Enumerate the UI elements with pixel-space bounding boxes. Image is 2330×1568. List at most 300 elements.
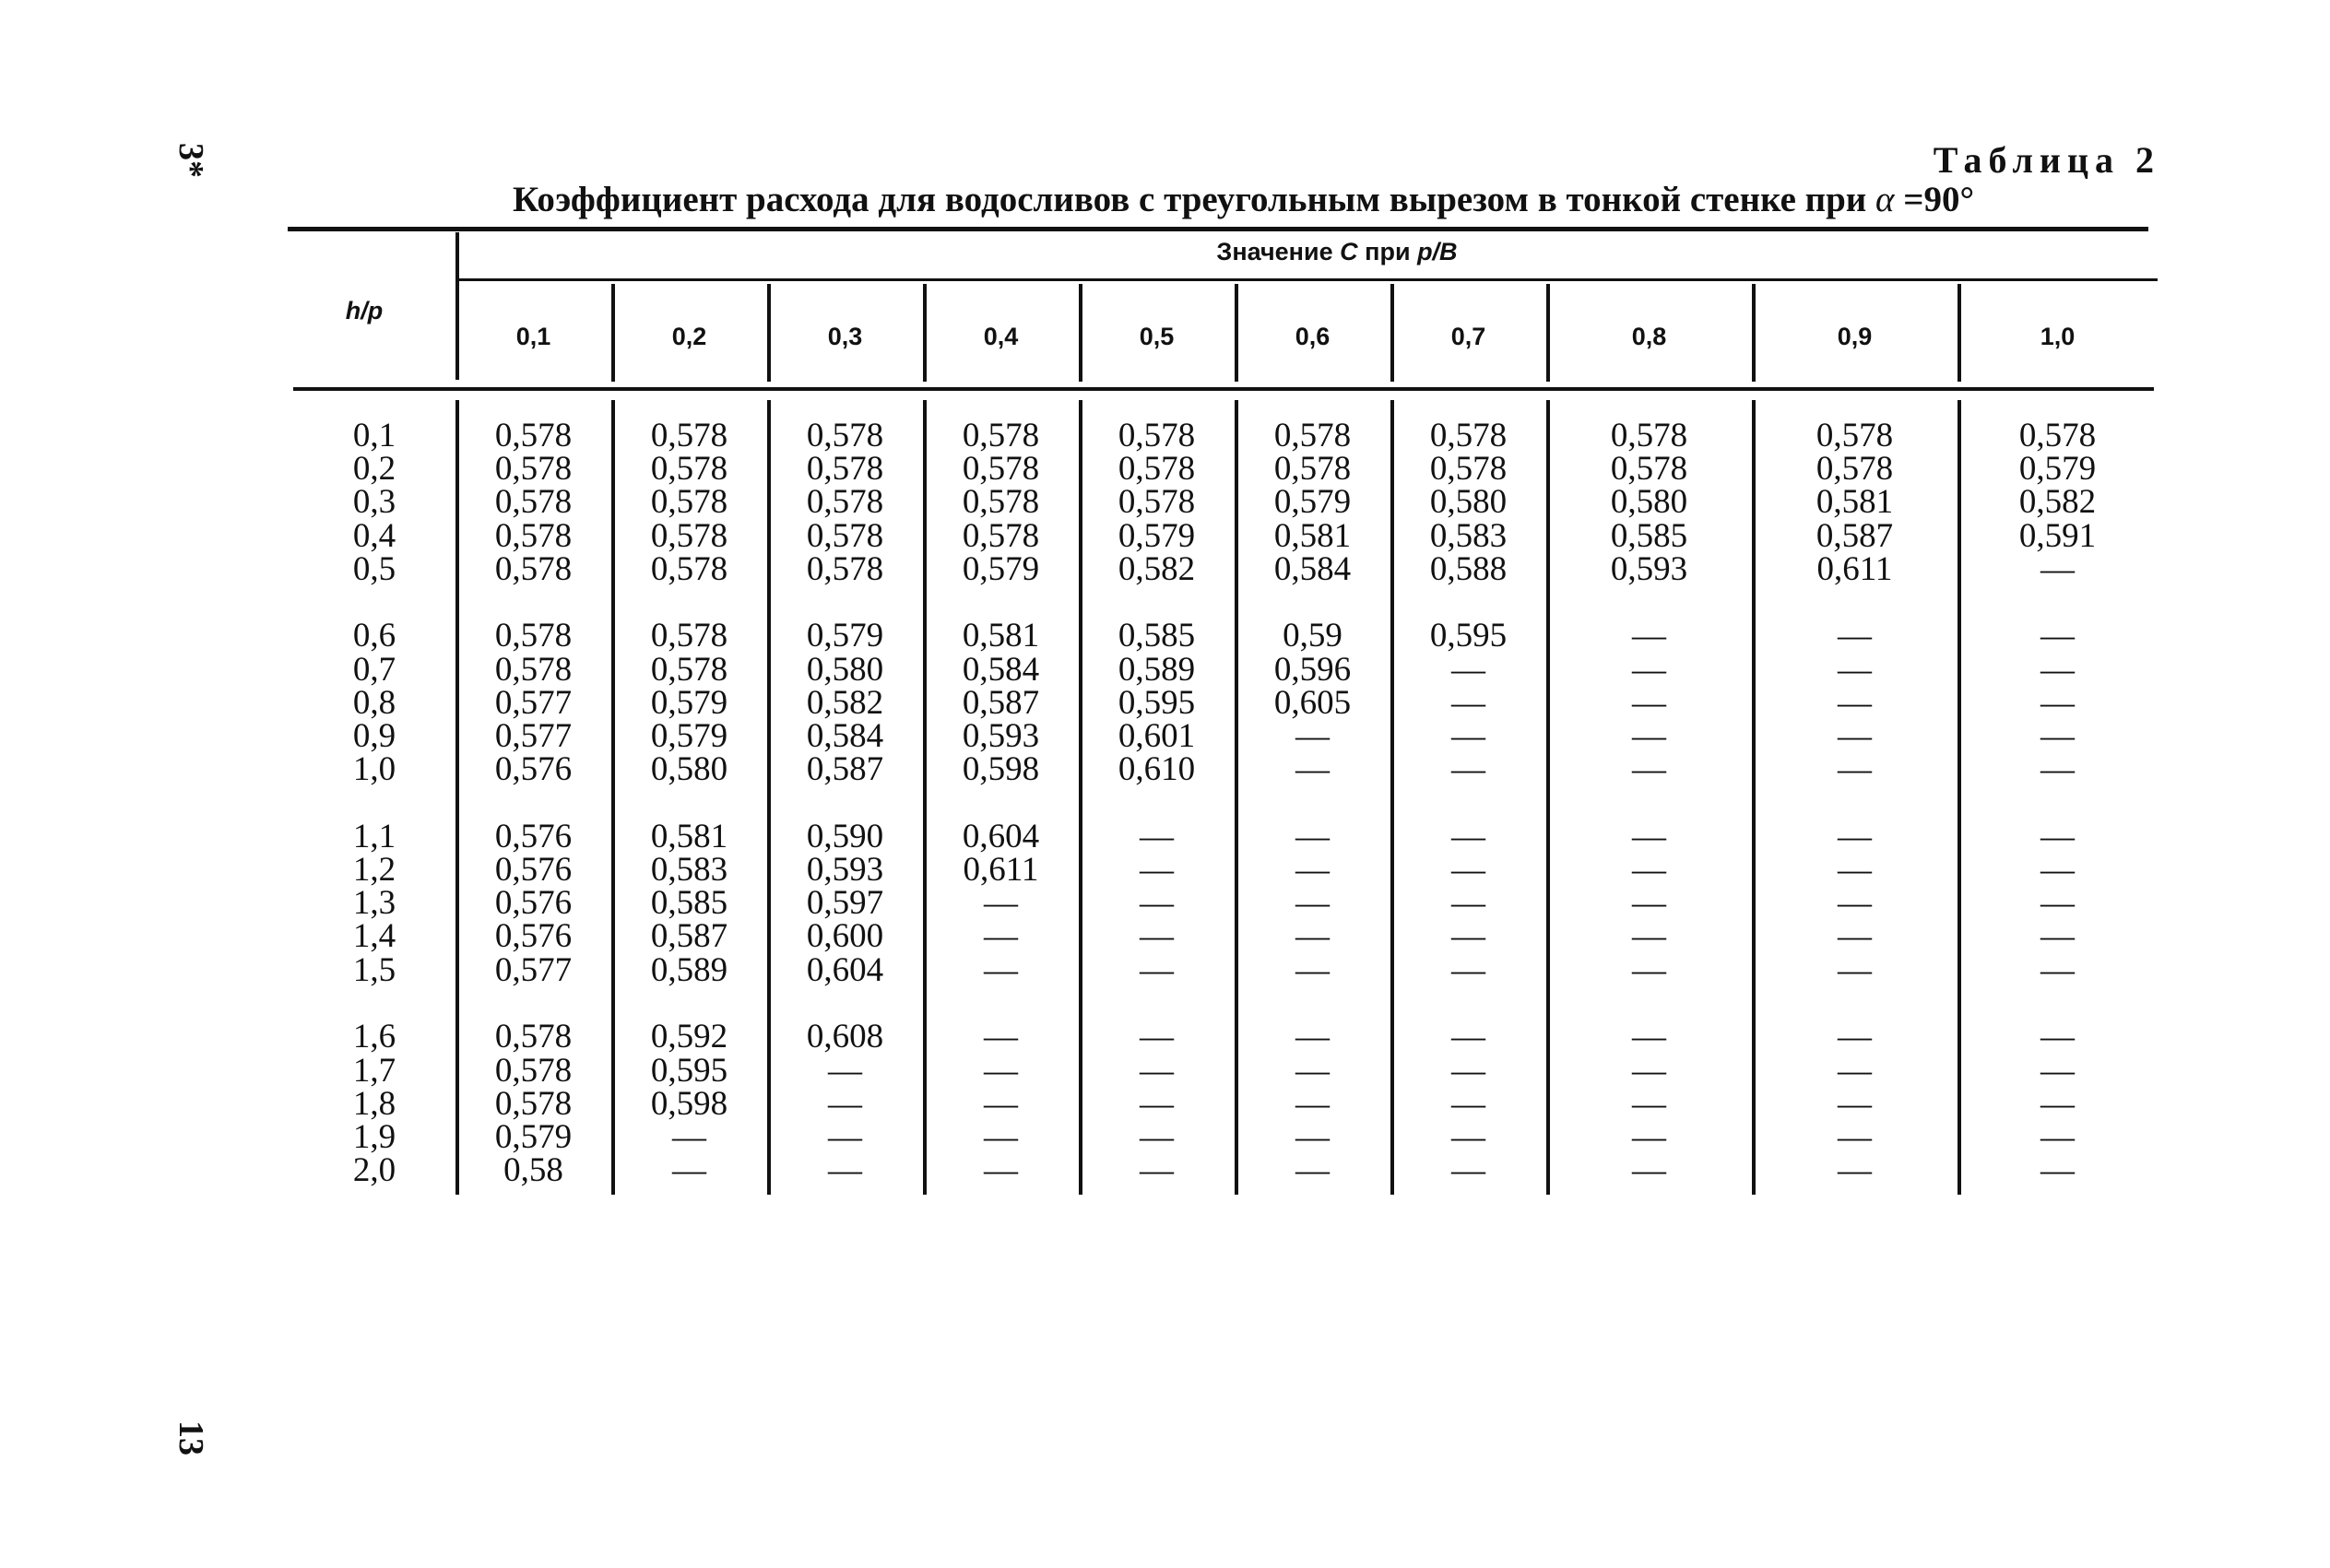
- row-group-gap: [930, 586, 1071, 620]
- table-cell: 0,584: [962, 650, 1040, 689]
- table-cell: —: [828, 1084, 862, 1123]
- table-cell: —: [2040, 717, 2075, 755]
- value-column: [463, 417, 604, 1190]
- table-cell: 0,578: [494, 617, 573, 655]
- row-label: 0,9: [352, 717, 396, 755]
- row-group-gap: [775, 586, 916, 620]
- table-cell: 0,596: [1273, 650, 1352, 689]
- table-cell: —: [672, 1117, 706, 1156]
- table-cell: —: [1632, 1117, 1666, 1156]
- table-cell: 0,578: [1816, 417, 1894, 454]
- row-group-gap: [619, 987, 760, 1021]
- table-cell: 0,584: [806, 717, 884, 755]
- row-label: 1,1: [352, 817, 396, 855]
- table-cell: 0,578: [806, 516, 884, 555]
- column-header: 0,9: [1837, 323, 1873, 350]
- table-cell: —: [1140, 851, 1174, 890]
- table-cell: —: [828, 1151, 862, 1190]
- body-column-divider: [1546, 400, 1550, 1195]
- table-cell: —: [828, 1117, 862, 1156]
- table-cell: —: [1632, 717, 1666, 755]
- table-cell: —: [984, 1051, 1018, 1090]
- row-group-gap: [619, 586, 760, 620]
- column-header: 0,8: [1631, 323, 1667, 350]
- table-cell: —: [2040, 1151, 2075, 1190]
- body-column-divider: [1957, 400, 1961, 1195]
- table-cell: —: [2040, 750, 2075, 789]
- column-header: 0,4: [983, 323, 1019, 350]
- row-label: 0,8: [352, 683, 396, 722]
- table-cell: 0,578: [1118, 450, 1196, 489]
- table-cell: 0,58: [503, 1151, 563, 1190]
- row-header-label: h/p: [345, 297, 384, 324]
- table-cell: 0,584: [1273, 549, 1352, 588]
- table-cell: —: [2040, 1018, 2075, 1056]
- page-number: 13: [171, 1421, 210, 1456]
- table-cell: 0,579: [494, 1117, 573, 1156]
- row-group-gap: [328, 586, 420, 620]
- table-cell: 0,585: [650, 884, 728, 923]
- table-cell: 0,587: [806, 750, 884, 789]
- row-group-gap: [930, 987, 1071, 1021]
- row-group-gap: [1242, 987, 1383, 1021]
- table-cell: 0,578: [650, 549, 728, 588]
- table-cell: —: [1838, 1084, 1872, 1123]
- table-cell: 0,578: [650, 483, 728, 522]
- table-cell: —: [1632, 650, 1666, 689]
- row-label: 1,6: [352, 1018, 396, 1056]
- row-group-gap: [1398, 987, 1539, 1021]
- row-group-gap: [1965, 586, 2150, 620]
- table-cell: —: [1451, 1151, 1485, 1190]
- table-cell: 0,593: [806, 851, 884, 890]
- table-cell: —: [1295, 884, 1330, 923]
- table-cell: 0,578: [650, 417, 728, 454]
- table-cell: —: [984, 950, 1018, 989]
- group-header-mid: при: [1365, 238, 1411, 265]
- table-cell: —: [1632, 1051, 1666, 1090]
- header-column-divider: [455, 232, 459, 380]
- table-cell: —: [1838, 650, 1872, 689]
- body-column-divider: [767, 400, 771, 1195]
- table-cell: 0,578: [962, 483, 1040, 522]
- row-label: 1,4: [352, 917, 396, 956]
- table-cell: 0,578: [650, 516, 728, 555]
- table-cell: —: [2040, 1117, 2075, 1156]
- table-cell: 0,578: [806, 450, 884, 489]
- table-cell: —: [1451, 851, 1485, 890]
- row-group-gap: [1554, 786, 1745, 820]
- table-cell: —: [1451, 1018, 1485, 1056]
- table-cell: —: [1632, 1018, 1666, 1056]
- table-cell: —: [1838, 717, 1872, 755]
- table-cell: 0,581: [650, 817, 728, 855]
- row-group-gap: [1398, 786, 1539, 820]
- value-column: [1398, 417, 1539, 1190]
- table-cell: —: [1295, 1051, 1330, 1090]
- table-cell: —: [1451, 950, 1485, 989]
- table-cell: —: [2040, 1051, 2075, 1090]
- table-cell: —: [984, 1018, 1018, 1056]
- value-column: [1759, 417, 1950, 1190]
- column-header: 0,7: [1450, 323, 1486, 350]
- value-column: [1086, 417, 1227, 1190]
- row-label: 1,5: [352, 950, 396, 989]
- table-cell: —: [1838, 950, 1872, 989]
- table-cell: 0,604: [806, 950, 884, 989]
- row-group-gap: [1086, 786, 1227, 820]
- table-cell: 0,578: [1273, 417, 1352, 454]
- table-cell: 0,579: [1273, 483, 1352, 522]
- table-cell: 0,578: [650, 450, 728, 489]
- body-column-divider: [1235, 400, 1238, 1195]
- table-title-text: Коэффициент расхода для водосливов с треугольным вырезом в тонкой стенке при: [513, 180, 1867, 219]
- row-group-gap: [1242, 786, 1383, 820]
- table-cell: —: [984, 917, 1018, 956]
- table-cell: 0,578: [1118, 483, 1196, 522]
- row-group-gap: [1398, 586, 1539, 620]
- table-cell: 0,578: [494, 516, 573, 555]
- table-cell: —: [1451, 683, 1485, 722]
- body-column-divider: [1752, 400, 1756, 1195]
- row-group-gap: [619, 786, 760, 820]
- body-column-divider: [1079, 400, 1082, 1195]
- table-cell: —: [1140, 1018, 1174, 1056]
- table-cell: —: [1451, 750, 1485, 789]
- table-cell: 0,577: [494, 717, 573, 755]
- table-cell: 0,578: [494, 1018, 573, 1056]
- table-cell: 0,578: [1429, 450, 1508, 489]
- table-cell: 0,578: [650, 617, 728, 655]
- table-cell: 0,610: [1118, 750, 1196, 789]
- table-cell: —: [1140, 817, 1174, 855]
- table-cell: —: [1140, 1051, 1174, 1090]
- table-title: [513, 179, 1974, 220]
- table-cell: 0,578: [806, 417, 884, 454]
- table-cell: 0,579: [962, 549, 1040, 588]
- table-cell: —: [1632, 917, 1666, 956]
- table-cell: 0,576: [494, 884, 573, 923]
- row-label: 1,0: [352, 750, 396, 789]
- row-group-gap: [1965, 786, 2150, 820]
- table-cell: —: [1295, 817, 1330, 855]
- table-cell: —: [1140, 884, 1174, 923]
- table-cell: 0,601: [1118, 717, 1196, 755]
- value-column: [619, 417, 760, 1190]
- table-cell: 0,587: [650, 917, 728, 956]
- table-cell: 0,583: [1429, 516, 1508, 555]
- column-header: 0,5: [1139, 323, 1175, 350]
- table-cell: 0,578: [1429, 417, 1508, 454]
- row-label: 1,2: [352, 851, 396, 890]
- row-group-gap: [1554, 987, 1745, 1021]
- table-cell: —: [1140, 950, 1174, 989]
- table-cell: 0,595: [1118, 683, 1196, 722]
- table-cell: —: [1838, 750, 1872, 789]
- table-cell: —: [1632, 617, 1666, 655]
- table-cell: —: [1295, 1151, 1330, 1190]
- table-cell: 0,578: [494, 1084, 573, 1123]
- row-label: 1,3: [352, 884, 396, 923]
- table-cell: —: [828, 1051, 862, 1090]
- table-cell: 0,576: [494, 917, 573, 956]
- table-cell: 0,595: [650, 1051, 728, 1090]
- row-group-gap: [1759, 987, 1950, 1021]
- table-cell: 0,578: [494, 650, 573, 689]
- table-cell: —: [984, 1151, 1018, 1190]
- table-cell: 0,576: [494, 750, 573, 789]
- table-cell: 0,583: [650, 851, 728, 890]
- table-cell: 0,578: [806, 483, 884, 522]
- table-cell: —: [1632, 750, 1666, 789]
- row-group-gap: [1086, 586, 1227, 620]
- table-cell: —: [1295, 851, 1330, 890]
- table-cell: 0,608: [806, 1018, 884, 1056]
- row-label: 0,4: [352, 516, 396, 555]
- value-column: [775, 417, 916, 1190]
- table-cell: 0,590: [806, 817, 884, 855]
- table-cell: 0,585: [1118, 617, 1196, 655]
- table-cell: —: [1632, 1151, 1666, 1190]
- table-cell: —: [1451, 1051, 1485, 1090]
- table-cell: —: [2040, 851, 2075, 890]
- table-cell: 0,605: [1273, 683, 1352, 722]
- row-label: 1,8: [352, 1084, 396, 1123]
- table-cell: —: [1838, 1117, 1872, 1156]
- table-cell: —: [1838, 884, 1872, 923]
- table-cell: —: [2040, 917, 2075, 956]
- table-cell: 0,578: [494, 483, 573, 522]
- column-header: 0,6: [1295, 323, 1331, 350]
- column-header: 1,0: [2040, 323, 2076, 350]
- table-cell: 0,611: [1816, 549, 1893, 588]
- table-cell: —: [1838, 851, 1872, 890]
- row-group-gap: [463, 987, 604, 1021]
- row-group-gap: [1759, 786, 1950, 820]
- table-cell: 0,578: [962, 417, 1040, 454]
- row-label: 0,6: [352, 617, 396, 655]
- table-cell: —: [1140, 1117, 1174, 1156]
- table-cell: 0,580: [806, 650, 884, 689]
- table-cell: 0,587: [1816, 516, 1894, 555]
- table-cell: 0,578: [806, 549, 884, 588]
- table-cell: 0,581: [1816, 483, 1894, 522]
- table-cell: —: [1295, 1084, 1330, 1123]
- table-cell: 0,578: [494, 450, 573, 489]
- table-cell: 0,578: [494, 549, 573, 588]
- table-cell: —: [1632, 683, 1666, 722]
- table-cell: 0,581: [1273, 516, 1352, 555]
- table-cell: —: [1295, 750, 1330, 789]
- row-group-gap: [328, 987, 420, 1021]
- header-bottom-rule: [293, 387, 2154, 391]
- table-cell: 0,578: [2018, 417, 2097, 454]
- table-cell: —: [1451, 650, 1485, 689]
- table-cell: 0,585: [1610, 516, 1688, 555]
- table-cell: —: [2040, 650, 2075, 689]
- table-cell: —: [984, 1084, 1018, 1123]
- table-cell: 0,598: [962, 750, 1040, 789]
- row-label: 0,2: [352, 450, 396, 489]
- table-cell: 0,578: [1118, 417, 1196, 454]
- row-group-gap: [463, 586, 604, 620]
- row-label-column: [328, 417, 420, 1190]
- table-cell: 0,579: [806, 617, 884, 655]
- table-cell: 0,578: [1273, 450, 1352, 489]
- body-column-divider: [923, 400, 927, 1195]
- table-cell: —: [1838, 1151, 1872, 1190]
- row-group-gap: [775, 987, 916, 1021]
- table-cell: —: [1295, 717, 1330, 755]
- table-cell: 0,582: [806, 683, 884, 722]
- table-cell: —: [1838, 683, 1872, 722]
- row-header: [323, 297, 406, 325]
- title-alpha-symbol: α: [1875, 180, 1895, 219]
- table-cell: 0,589: [650, 950, 728, 989]
- table-cell: —: [1451, 817, 1485, 855]
- table-cell: 0,576: [494, 817, 573, 855]
- table-cell: —: [2040, 683, 2075, 722]
- table-cell: 0,578: [494, 1051, 573, 1090]
- row-label: 1,7: [352, 1051, 396, 1090]
- page-signature-mark: 3*: [171, 143, 210, 178]
- group-header-ratio: p/B: [1417, 238, 1458, 265]
- table-cell: 0,592: [650, 1018, 728, 1056]
- table-cell: 0,578: [1816, 450, 1894, 489]
- table-cell: —: [984, 1117, 1018, 1156]
- table-cell: 0,578: [1610, 450, 1688, 489]
- table-cell: —: [1838, 1018, 1872, 1056]
- table-top-rule: [288, 227, 2148, 231]
- row-group-gap: [1759, 586, 1950, 620]
- table-cell: —: [1632, 817, 1666, 855]
- column-header: 0,2: [671, 323, 707, 350]
- table-cell: —: [984, 884, 1018, 923]
- table-cell: 0,582: [2018, 483, 2097, 522]
- row-group-gap: [1554, 586, 1745, 620]
- row-label: 1,9: [352, 1117, 396, 1156]
- table-cell: 0,578: [650, 650, 728, 689]
- row-group-gap: [1086, 987, 1227, 1021]
- row-label: 2,0: [352, 1151, 396, 1190]
- table-cell: 0,581: [962, 617, 1040, 655]
- table-cell: 0,576: [494, 851, 573, 890]
- table-cell: —: [1838, 617, 1872, 655]
- table-cell: 0,580: [1429, 483, 1508, 522]
- body-column-divider: [1390, 400, 1394, 1195]
- table-cell: —: [1838, 817, 1872, 855]
- row-label: 0,5: [352, 549, 396, 588]
- row-group-gap: [463, 786, 604, 820]
- table-cell: —: [1451, 884, 1485, 923]
- table-cell: 0,59: [1283, 617, 1342, 655]
- table-cell: 0,600: [806, 917, 884, 956]
- table-cell: 0,578: [494, 417, 573, 454]
- group-header: [1014, 238, 1660, 266]
- table-cell: —: [1295, 950, 1330, 989]
- table-cell: 0,578: [962, 450, 1040, 489]
- table-cell: —: [2040, 817, 2075, 855]
- table-cell: 0,604: [962, 817, 1040, 855]
- table-cell: —: [1295, 1018, 1330, 1056]
- table-cell: —: [1451, 1084, 1485, 1123]
- group-header-text: Значение: [1216, 238, 1333, 265]
- row-label: 0,3: [352, 483, 396, 522]
- table-cell: 0,611: [963, 851, 1039, 890]
- body-column-divider: [611, 400, 615, 1195]
- group-header-symbol: C: [1340, 238, 1358, 265]
- table-cell: —: [1632, 884, 1666, 923]
- column-header: 0,3: [827, 323, 863, 350]
- row-label: 0,1: [352, 417, 396, 454]
- value-column: [1965, 417, 2150, 1190]
- table-cell: —: [2040, 549, 2075, 588]
- table-cell: 0,580: [650, 750, 728, 789]
- value-column: [1242, 417, 1383, 1190]
- table-cell: —: [1140, 1151, 1174, 1190]
- table-cell: 0,577: [494, 950, 573, 989]
- table-cell: 0,598: [650, 1084, 728, 1123]
- table-cell: 0,593: [1610, 549, 1688, 588]
- table-cell: —: [2040, 617, 2075, 655]
- title-angle-value: =90°: [1903, 180, 1975, 219]
- table-cell: —: [1295, 917, 1330, 956]
- table-cell: —: [1632, 1084, 1666, 1123]
- table-cell: 0,593: [962, 717, 1040, 755]
- table-caption: Таблица 2: [1933, 139, 2160, 181]
- table-cell: —: [1451, 717, 1485, 755]
- row-group-gap: [775, 786, 916, 820]
- table-cell: 0,579: [650, 683, 728, 722]
- table-cell: 0,579: [1118, 516, 1196, 555]
- body-column-divider: [455, 400, 459, 1195]
- table-cell: —: [1632, 851, 1666, 890]
- value-column: [930, 417, 1071, 1190]
- table-cell: 0,582: [1118, 549, 1196, 588]
- table-cell: —: [1140, 1084, 1174, 1123]
- value-column: [1554, 417, 1745, 1190]
- table-cell: —: [1632, 950, 1666, 989]
- table-cell: —: [1838, 917, 1872, 956]
- table-cell: —: [1838, 1051, 1872, 1090]
- table-cell: 0,579: [2018, 450, 2097, 489]
- table-cell: 0,578: [1610, 417, 1688, 454]
- table-cell: —: [1451, 1117, 1485, 1156]
- table-cell: 0,578: [962, 516, 1040, 555]
- table-cell: —: [1451, 917, 1485, 956]
- table-cell: —: [1295, 1117, 1330, 1156]
- row-group-gap: [328, 786, 420, 820]
- row-label: 0,7: [352, 650, 396, 689]
- table-cell: 0,587: [962, 683, 1040, 722]
- table-cell: 0,595: [1429, 617, 1508, 655]
- table-cell: 0,579: [650, 717, 728, 755]
- row-group-gap: [1242, 586, 1383, 620]
- row-group-gap: [930, 786, 1071, 820]
- table-cell: —: [2040, 1084, 2075, 1123]
- table-cell: 0,577: [494, 683, 573, 722]
- table-cell: 0,588: [1429, 549, 1508, 588]
- group-header-rule: [458, 278, 2158, 281]
- table-cell: 0,580: [1610, 483, 1688, 522]
- column-header: 0,1: [515, 323, 551, 350]
- table-cell: 0,597: [806, 884, 884, 923]
- row-group-gap: [1965, 987, 2150, 1021]
- table-cell: —: [2040, 884, 2075, 923]
- table-cell: 0,589: [1118, 650, 1196, 689]
- table-cell: —: [672, 1151, 706, 1190]
- table-cell: 0,591: [2018, 516, 2097, 555]
